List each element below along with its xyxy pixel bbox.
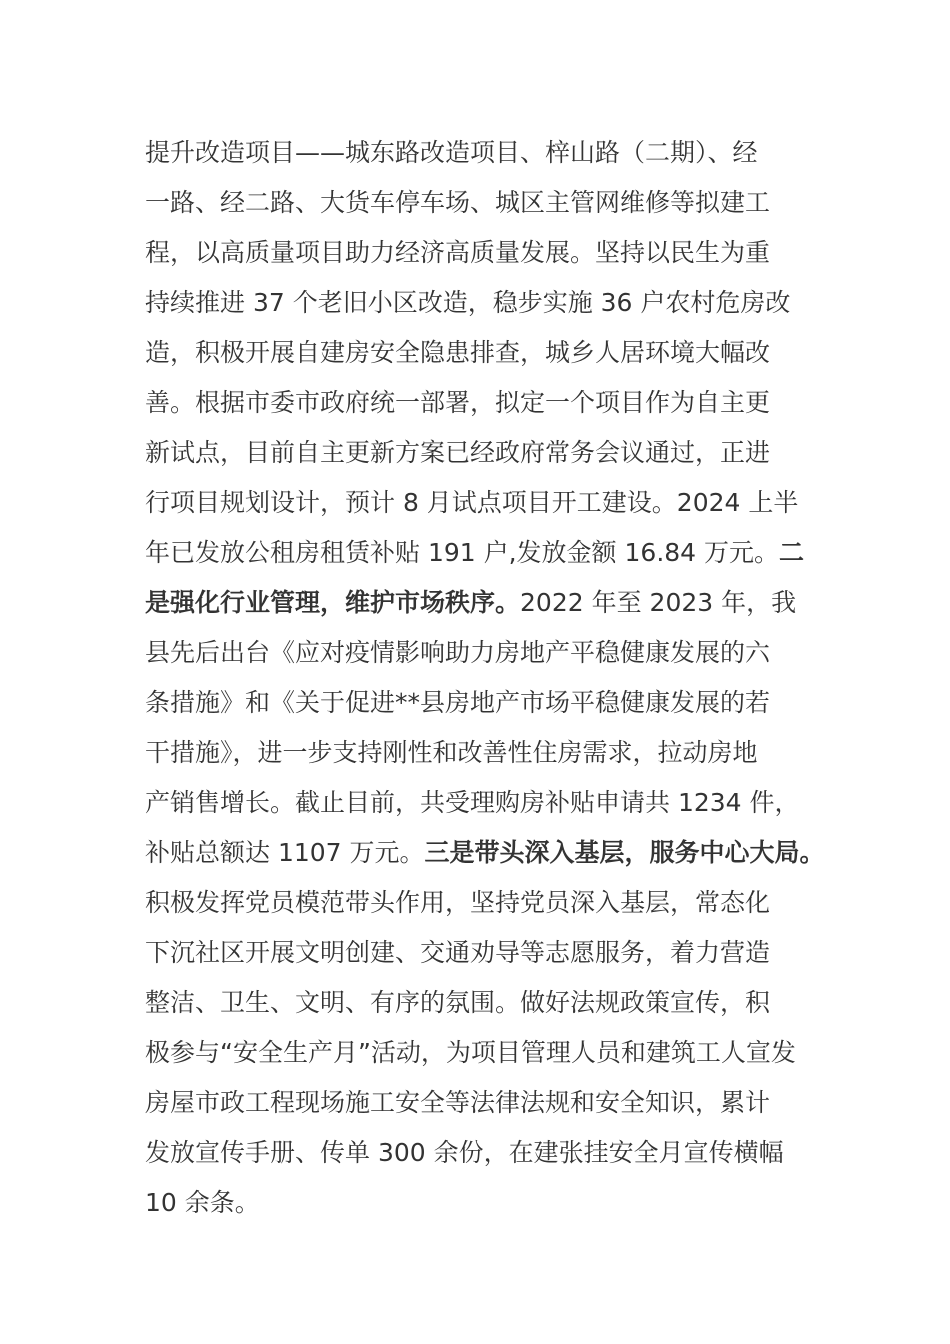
text-line [145, 728, 835, 778]
body-paragraph [145, 128, 835, 1228]
text-line [145, 628, 835, 678]
text-run: 持续推进 37 个老旧小区改造，稳步实施 36 户农村危房改 [145, 288, 791, 317]
text-line [145, 928, 835, 978]
text-run: 新试点，目前自主更新方案已经政府常务会议通过，正进 [145, 438, 771, 467]
text-line [145, 678, 835, 728]
text-line [145, 1128, 835, 1178]
text-line [145, 1178, 835, 1228]
text-run: 程，以高质量项目助力经济高质量发展。坚持以民生为重 [145, 238, 771, 267]
text-run: 产销售增长。截止目前，共受理购房补贴申请共 1234 件， [145, 788, 800, 817]
text-run: 积极发挥党员模范带头作用，坚持党员深入基层，常态化 [145, 888, 771, 917]
text-run: 提升改造项目——城东路改造项目、梓山路（二期）、经 [145, 138, 758, 167]
text-run: 极参与“安全生产月”活动，为项目管理人员和建筑工人宣发 [145, 1038, 796, 1067]
text-line [145, 328, 835, 378]
text-line [145, 128, 835, 178]
text-run: 条措施》和《关于促进**县房地产市场平稳健康发展的若 [145, 688, 771, 717]
text-run: 善。根据市委市政府统一部署，拟定一个项目作为自主更 [145, 388, 771, 417]
text-run: 2022 年至 2023 年，我 [520, 588, 797, 617]
text-run: 房屋市政工程现场施工安全等法律法规和安全知识，累计 [145, 1088, 771, 1117]
text-run: 年已发放公租房租赁补贴 191 户,发放金额 16.84 万元。 [145, 538, 780, 567]
text-run: 一路、经二路、大货车停车场、城区主管网维修等拟建工 [145, 188, 771, 217]
text-line [145, 278, 835, 328]
text-run: 补贴总额达 1107 万元。 [145, 838, 425, 867]
text-run: 县先后出台《应对疫情影响助力房地产平稳健康发展的六 [145, 638, 771, 667]
text-line [145, 1028, 835, 1078]
text-line [145, 528, 835, 578]
text-run: 发放宣传手册、传单 300 余份，在建张挂安全月宣传横幅 [145, 1138, 784, 1167]
text-line [145, 578, 835, 628]
text-run: 整洁、卫生、文明、有序的氛围。做好法规政策宣传，积 [145, 988, 771, 1017]
text-line [145, 478, 835, 528]
text-run: 干措施》，进一步支持刚性和改善性住房需求，拉动房地 [145, 738, 758, 767]
text-line [145, 428, 835, 478]
text-line [145, 378, 835, 428]
text-run: 行项目规划设计，预计 8 月试点项目开工建设。2024 上半 [145, 488, 799, 517]
text-run: 下沉社区开展文明创建、交通劝导等志愿服务，着力营造 [145, 938, 771, 967]
text-line [145, 228, 835, 278]
text-line [145, 1078, 835, 1128]
text-line [145, 178, 835, 228]
bold-text-run: 是强化行业管理，维护市场秩序。 [145, 588, 521, 617]
bold-text-run: 三是带头深入基层，服务中心大局。 [424, 838, 825, 867]
text-line [145, 878, 835, 928]
text-line [145, 978, 835, 1028]
bold-text-run: 二 [779, 538, 805, 567]
text-line [145, 828, 835, 878]
text-line [145, 778, 835, 828]
text-run: 造，积极开展自建房安全隐患排查，城乡人居环境大幅改 [145, 338, 771, 367]
text-run: 10 余条。 [145, 1188, 260, 1217]
